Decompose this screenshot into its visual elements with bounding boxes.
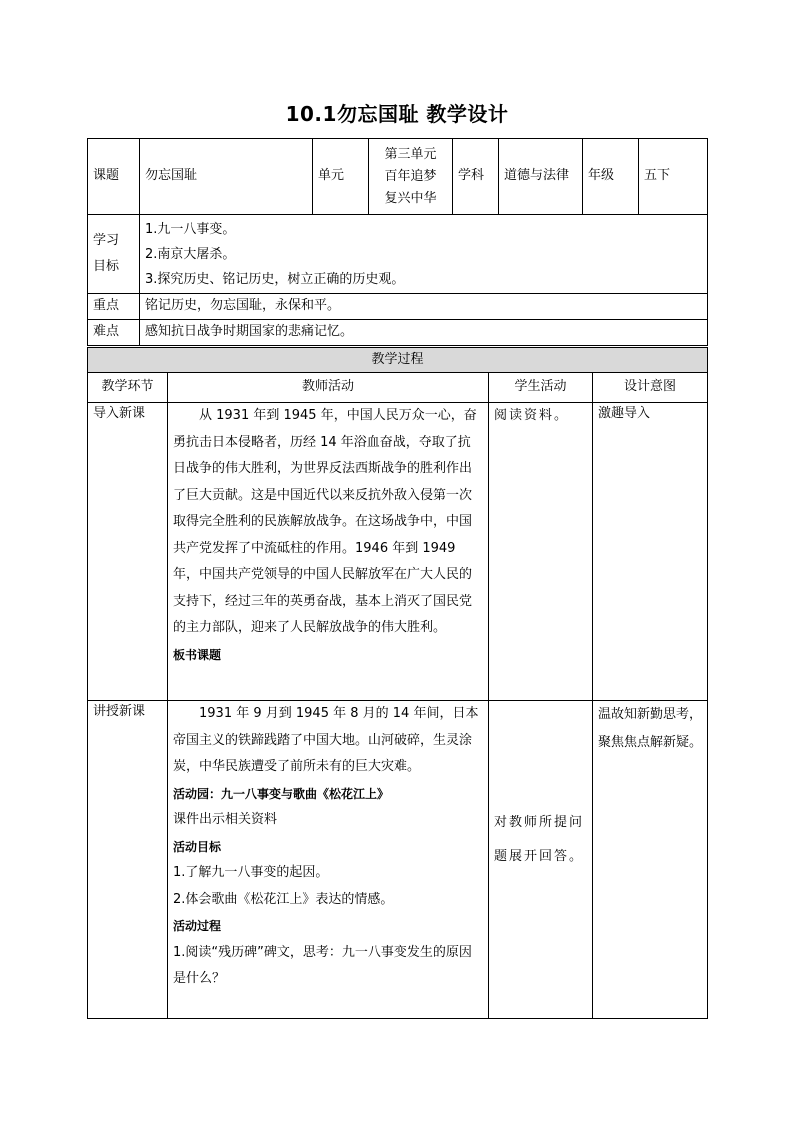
unit-line-1: 第三单元 [384,146,437,162]
unit-value [369,139,453,215]
key-row [88,294,708,320]
activity-goal-title: 活动目标 [173,839,222,854]
goal-item: 3.探究历史、铭记历史，树立正确的历史观。 [145,271,405,287]
design-intent-cell: 温故知新勤思考，聚焦焦点解新疑。 [593,701,708,1019]
header-teacher: 教师活动 [168,373,489,403]
goals-label-line-2: 目标 [93,259,120,274]
table-row [88,403,708,701]
header-student: 学生活动 [489,373,593,403]
table-row [88,701,708,1019]
topic-label: 课题 [88,139,140,215]
difficulty-value: 感知抗日战争时期国家的悲痛记忆。 [140,320,708,346]
difficulty-label: 难点 [88,320,140,346]
goal-item: 1.九一八事变。 [145,221,236,237]
goal-item: 2.南京大屠杀。 [145,246,236,262]
activity-step: 1.阅读“残历碑”碑文，思考：九一八事变发生的原因是什么？ [173,944,472,986]
activity-goal-item: 1.了解九一八事变的起因。 [173,865,329,880]
board-title-note: 板书课题 [173,647,222,662]
unit-label: 单元 [313,139,369,215]
key-value: 铭记历史，勿忘国耻，永保和平。 [140,294,708,320]
goals-row [88,215,708,294]
process-banner-row [88,348,708,373]
process-banner: 教学过程 [88,348,708,373]
teacher-activity-cell [168,403,489,701]
unit-line-2: 百年追梦 [384,168,437,184]
teacher-paragraph: 从 1931 年到 1945 年，中国人民万众一心，奋勇抗击日本侵略者，历经 14 年浴血奋战，夺取了抗日战争的伟大胜利，为世界反法西斯战争的胜利作出了巨大贡献。这是中国近代以来反抗外敌入侵第一次取得完全胜利的民族解放战争。在这场战争中，中国共产党发挥了中流砥柱的作用。1946 年到 1949 年，中国共产党领导的中国人民解放军在广大人民的支持下，经过三年的英勇奋战，基本上消灭了国民党的主力部队，迎来了人民解放战争的伟大胜利。 [173,408,477,635]
student-activity-cell: 对教师所提问题展开回答。 [489,701,593,1019]
design-intent-cell: 激趣导入 [593,403,708,701]
student-activity-cell: 阅读资料。 [489,403,593,701]
stage-cell: 导入新课 [88,403,168,701]
teaching-process-table [87,347,708,1019]
key-label: 重点 [88,294,140,320]
subject-value: 道德与法律 [499,139,583,215]
goals-label [88,215,140,294]
stage-cell: 讲授新课 [88,701,168,1019]
topic-value: 勿忘国耻 [140,139,313,215]
activity-goal-item: 2.体会歌曲《松花江上》表达的情感。 [173,891,394,907]
courseware-note: 课件出示相关资料 [173,812,278,827]
activity-title: 活动园：九一八事变与歌曲《松花江上》 [173,786,390,801]
subject-label: 学科 [453,139,499,215]
difficulty-row [88,320,708,346]
grade-label: 年级 [583,139,639,215]
goals-label-line-1: 学习 [93,233,120,248]
lesson-info-table [87,138,708,346]
teacher-paragraph: 1931 年 9 月到 1945 年 8 月的 14 年间，日本帝国主义的铁蹄践踏了中国大地。山河破碎，生灵涂炭，中华民族遭受了前所未有的巨大灾难。 [173,706,479,774]
activity-process-title: 活动过程 [173,919,222,933]
header-stage: 教学环节 [88,373,168,403]
teacher-activity-cell [168,701,489,1019]
header-intent: 设计意图 [593,373,708,403]
document-title: 10.1勿忘国耻 教学设计 [285,102,509,126]
info-row [88,139,708,215]
grade-value: 五下 [639,139,708,215]
goals-list [140,215,708,294]
unit-line-3: 复兴中华 [384,190,437,206]
process-header-row [88,373,708,403]
